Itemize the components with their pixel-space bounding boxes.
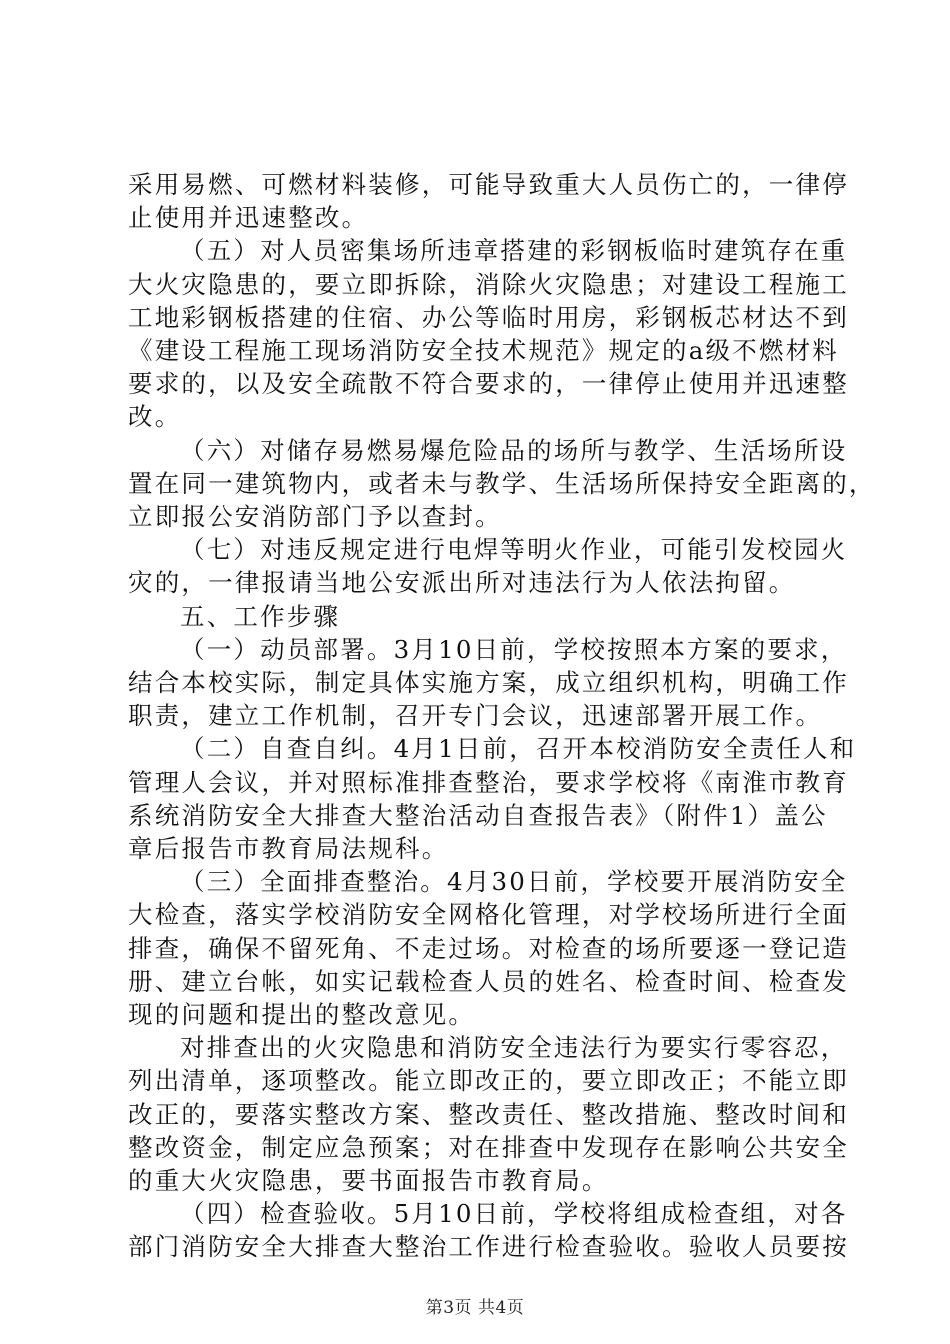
text-line: （五）对人员密集场所违章搭建的彩钢板临时建筑存在重 xyxy=(180,236,848,266)
text-line: 改正的，要落实整改方案、整改责任、整改措施、整改时间和 xyxy=(128,1099,849,1129)
text-line: （二）自查自纠。4月1日前，召开本校消防安全责任人和 xyxy=(180,734,857,764)
text-line: （一）动员部署。3月10日前，学校按照本方案的要求， xyxy=(180,634,848,664)
text-line: 现的问题和提出的整改意见。 xyxy=(128,1000,476,1029)
text-line: 大火灾隐患的，要立即拆除，消除火灾隐患；对建设工程施工 xyxy=(128,269,849,299)
text-line: 采用易燃、可燃材料装修，可能导致重大人员伤亡的，一律停 xyxy=(128,170,849,199)
text-line: 整改资金，制定应急预案；对在排查中发现存在影响公共安全 xyxy=(128,1132,849,1162)
page-number-footer: 第3页 共4页 xyxy=(425,1298,525,1318)
text-line: 立即报公安消防部门予以查封。 xyxy=(128,502,502,531)
text-line: （六）对储存易燃易爆危险品的场所与教学、生活场所设 xyxy=(180,435,848,465)
text-line: 大检查，落实学校消防安全网格化管理，对学校场所进行全面 xyxy=(128,900,849,930)
text-line: 的重大火灾隐患，要书面报告市教育局。 xyxy=(128,1166,609,1195)
section-heading: 五、工作步骤 xyxy=(180,601,341,631)
text-line: 结合本校实际，制定具体实施方案，成立组织机构，明确工作 xyxy=(128,668,849,697)
text-line: 管理人会议，并对照标准排查整治，要求学校将《南淮市教育 xyxy=(128,767,849,797)
text-line: 部门消防安全大排查大整治工作进行检查验收。验收人员要按 xyxy=(128,1232,849,1262)
text-line: （七）对违反规定进行电焊等明火作业，可能引发校园火 xyxy=(180,535,848,565)
text-line: 置在同一建筑物内，或者未与教学、生活场所保持安全距离的， xyxy=(128,468,876,498)
text-line: 册、建立台帐，如实记载检查人员的姓名、检查时间、检查发 xyxy=(128,966,849,996)
text-line: 灾的，一律报请当地公安派出所对违法行为人依法拘留。 xyxy=(128,568,796,598)
text-line: 系统消防安全大排查大整治活动自查报告表》（附件1）盖公 xyxy=(128,800,828,830)
text-line: 排查，确保不留死角、不走过场。对检查的场所要逐一登记造 xyxy=(128,933,849,963)
text-line: 要求的，以及安全疏散不符合要求的，一律停止使用并迅速整 xyxy=(128,369,849,399)
text-line: 改。 xyxy=(128,402,182,432)
text-line: （三）全面排查整治。4月30日前，学校要开展消防安全 xyxy=(180,867,848,897)
text-line: 《建设工程施工现场消防安全技术规范》规定的a级不燃材料 xyxy=(128,336,840,365)
text-line: 工地彩钢板搭建的住宿、办公等临时用房，彩钢板芯材达不到 xyxy=(128,302,849,332)
text-line: 职责，建立工作机制，召开专门会议，迅速部署开展工作。 xyxy=(128,701,823,731)
text-line: 章后报告市教育局法规科。 xyxy=(128,834,449,863)
text-line: 列出清单，逐项整改。能立即改正的，要立即改正；不能立即 xyxy=(128,1066,849,1096)
text-line: 止使用并迅速整改。 xyxy=(128,203,369,233)
text-line: 对排查出的火灾隐患和消防安全违法行为要实行零容忍， xyxy=(180,1033,848,1063)
text-line: （四）检查验收。5月10日前，学校将组成检查组，对各 xyxy=(180,1199,848,1229)
